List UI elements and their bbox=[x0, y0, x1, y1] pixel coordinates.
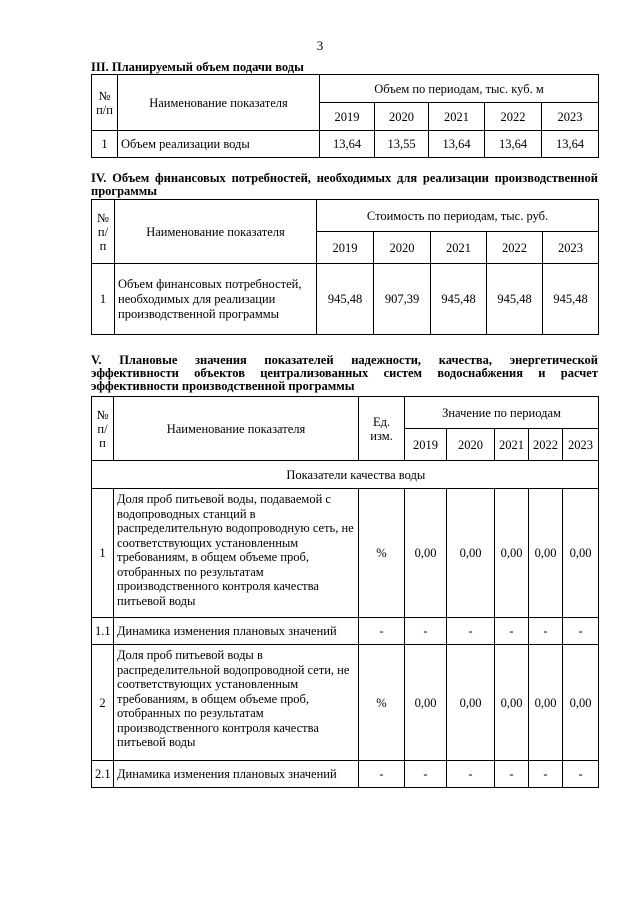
col-header-no: № п/п bbox=[92, 75, 118, 131]
cell-name: Доля проб питьевой воды, подаваемой с водопроводных станций в распределительную водопроводную сеть, не соответствующих установленным требованиям, в общем объеме проб, отобранных по результатам производственного контроля качества питьевой воды bbox=[114, 489, 359, 618]
cell-unit: % bbox=[359, 489, 405, 618]
cell-value: 0,00 bbox=[405, 645, 447, 761]
cell-name: Объем финансовых потребностей, необходимых для реализации производственной программы bbox=[115, 264, 317, 335]
cell-value: 0,00 bbox=[563, 489, 599, 618]
cell-value: 13,64 bbox=[542, 131, 599, 158]
cell-name: Объем реализации воды bbox=[118, 131, 320, 158]
col-header-year: 2019 bbox=[405, 429, 447, 461]
cell-value: 945,48 bbox=[487, 264, 543, 335]
cell-no: 1 bbox=[92, 489, 114, 618]
cell-value: - bbox=[405, 618, 447, 645]
section-3-title: III. Планируемый объем подачи воды bbox=[91, 60, 304, 74]
cell-unit: % bbox=[359, 645, 405, 761]
col-header-period-group: Значение по периодам bbox=[405, 397, 599, 429]
cell-value: 907,39 bbox=[374, 264, 431, 335]
col-header-year: 2022 bbox=[487, 232, 543, 264]
cell-value: 0,00 bbox=[405, 489, 447, 618]
table-subheader-row bbox=[92, 461, 599, 489]
section-3-table bbox=[91, 74, 599, 158]
cell-value: 945,48 bbox=[317, 264, 374, 335]
cell-value: 945,48 bbox=[431, 264, 487, 335]
table-row bbox=[92, 489, 599, 618]
cell-unit: - bbox=[359, 618, 405, 645]
cell-value: 13,64 bbox=[429, 131, 485, 158]
cell-value: 0,00 bbox=[529, 489, 563, 618]
col-header-period-group: Объем по периодам, тыс. куб. м bbox=[320, 75, 599, 103]
cell-value: - bbox=[405, 761, 447, 788]
col-header-year: 2019 bbox=[317, 232, 374, 264]
cell-unit: - bbox=[359, 761, 405, 788]
cell-value: - bbox=[495, 761, 529, 788]
col-header-year: 2023 bbox=[542, 103, 599, 131]
col-header-year: 2021 bbox=[495, 429, 529, 461]
table-row bbox=[92, 618, 599, 645]
cell-value: 0,00 bbox=[447, 645, 495, 761]
cell-value: - bbox=[495, 618, 529, 645]
col-header-name: Наименование показателя bbox=[118, 75, 320, 131]
section-5-title: V. Плановые значения показателей надежности, качества, энергетической эффективности объектов централизованных систем водоснабжения и расчет эффективности производственной программы bbox=[91, 353, 598, 393]
cell-value: - bbox=[563, 618, 599, 645]
cell-value: 13,55 bbox=[375, 131, 429, 158]
col-header-no: № п/п bbox=[92, 200, 115, 264]
cell-no: 1.1 bbox=[92, 618, 114, 645]
col-header-year: 2019 bbox=[320, 103, 375, 131]
col-header-year: 2021 bbox=[429, 103, 485, 131]
col-header-name: Наименование показателя bbox=[115, 200, 317, 264]
cell-value: 945,48 bbox=[543, 264, 599, 335]
col-header-year: 2020 bbox=[374, 232, 431, 264]
section-4-title: IV. Объем финансовых потребностей, необходимых для реализации производственной программы bbox=[91, 171, 598, 198]
table-header-row bbox=[92, 397, 599, 429]
section-5-table bbox=[91, 396, 599, 788]
col-header-year: 2020 bbox=[447, 429, 495, 461]
cell-value: 0,00 bbox=[495, 645, 529, 761]
cell-value: 0,00 bbox=[447, 489, 495, 618]
cell-value: 13,64 bbox=[485, 131, 542, 158]
cell-no: 2 bbox=[92, 645, 114, 761]
page-number: 3 bbox=[316, 38, 324, 53]
col-header-year: 2023 bbox=[563, 429, 599, 461]
col-header-no: № п/п bbox=[92, 397, 114, 461]
cell-value: 13,64 bbox=[320, 131, 375, 158]
table-header-row bbox=[92, 200, 599, 232]
table-header-row bbox=[92, 75, 599, 103]
cell-no: 1 bbox=[92, 131, 118, 158]
cell-value: - bbox=[529, 618, 563, 645]
cell-value: 0,00 bbox=[529, 645, 563, 761]
cell-value: - bbox=[447, 618, 495, 645]
cell-name: Динамика изменения плановых значений bbox=[114, 761, 359, 788]
cell-value: - bbox=[563, 761, 599, 788]
col-header-unit: Ед. изм. bbox=[359, 397, 405, 461]
cell-name: Доля проб питьевой воды в распределительной водопроводной сети, не соответствующих установленным требованиям, в общем объеме проб, отобранных по результатам производственного контроля качества питьевой воды bbox=[114, 645, 359, 761]
col-header-period-group: Стоимость по периодам, тыс. руб. bbox=[317, 200, 599, 232]
cell-value: 0,00 bbox=[495, 489, 529, 618]
col-header-name: Наименование показателя bbox=[114, 397, 359, 461]
cell-value: - bbox=[529, 761, 563, 788]
col-header-year: 2021 bbox=[431, 232, 487, 264]
cell-no: 2.1 bbox=[92, 761, 114, 788]
col-header-year: 2020 bbox=[375, 103, 429, 131]
section-4-table bbox=[91, 199, 599, 335]
table-row bbox=[92, 131, 599, 158]
cell-value: - bbox=[447, 761, 495, 788]
table-row bbox=[92, 761, 599, 788]
table-row bbox=[92, 264, 599, 335]
cell-name: Динамика изменения плановых значений bbox=[114, 618, 359, 645]
col-header-year: 2022 bbox=[485, 103, 542, 131]
col-header-year: 2023 bbox=[543, 232, 599, 264]
cell-value: 0,00 bbox=[563, 645, 599, 761]
cell-no: 1 bbox=[92, 264, 115, 335]
table-subheader: Показатели качества воды bbox=[114, 461, 599, 489]
col-header-year: 2022 bbox=[529, 429, 563, 461]
table-row bbox=[92, 645, 599, 761]
